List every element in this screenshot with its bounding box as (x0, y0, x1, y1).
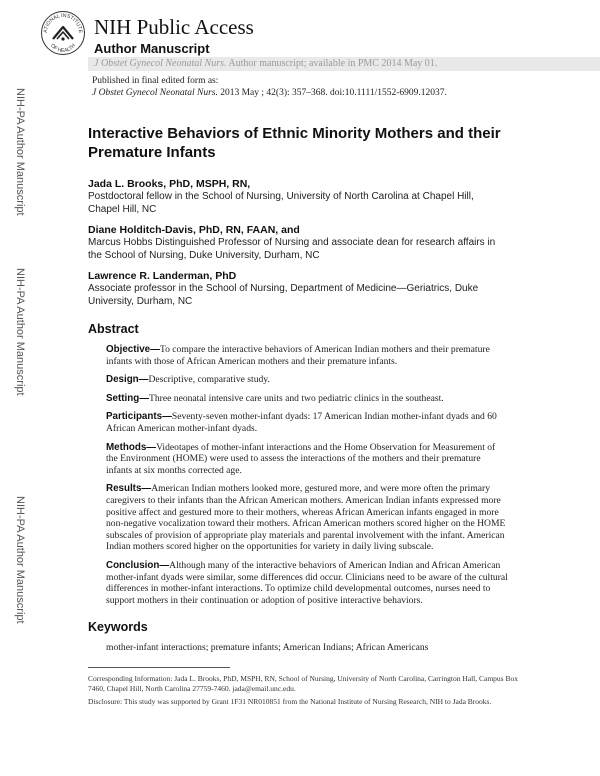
nih-seal-icon (40, 10, 86, 56)
abstract-setting (106, 393, 508, 405)
abstract-text: American Indian mothers looked more, gestured more, and were more often the primary caregivers to their infants than the African American mothers. American Indian infants expressed more positive affect and gestured more to their mothers, whereas African American infants engaged in more non-negative vocalization toward their mothers. African American mothers scored higher on the HOME subscales of provision of appropriate play materials and parental involvement with the infant. American Indian mothers scored higher on the opportunities for variety in daily living subscale. (106, 483, 506, 553)
footnote-divider (88, 667, 230, 668)
abstract-objective (106, 344, 508, 367)
abstract-methods (106, 442, 508, 477)
article-title: Interactive Behaviors of Ethnic Minority Mothers and their Premature Infants (88, 125, 501, 161)
author-block (88, 178, 508, 308)
abstract-label: Participants— (106, 411, 172, 423)
article-body (88, 124, 508, 653)
publication-label: Published in final edited form as: (92, 76, 219, 86)
keywords-text: mother-infant interactions; premature infants; American Indians; African Americans (106, 642, 429, 654)
nih-logo (40, 10, 86, 56)
author-affiliation: Marcus Hobbs Distinguished Professor of Nursing and associate dean for research affairs in the School of Nursing, Duke University, Durham, NC (88, 237, 496, 261)
abstract-conclusion (106, 560, 508, 606)
abstract-label: Design— (106, 374, 149, 386)
abstract-label: Methods— (106, 441, 157, 453)
footnote-disclosure: Disclosure: This study was supported by Grant 1F31 NR010851 from the National Institute of Nursing Research, NIH to Jada Brooks. (88, 697, 492, 706)
abstract-label: Results— (106, 483, 152, 495)
publication-details: 2013 May ; 42(3): 357–368. doi:10.1111/1552-6909.12037. (217, 88, 447, 98)
abstract-participants (106, 411, 508, 434)
side-label-top: NIH-PA Author Manuscript (14, 88, 26, 216)
abstract-label: Setting— (106, 392, 149, 404)
author-affiliation: Postdoctoral fellow in the School of Nursing, University of North Carolina at Chapel Hill, Chapel Hill, NC (88, 191, 474, 215)
abstract-label: Conclusion— (106, 559, 170, 571)
author-affiliation: Associate professor in the School of Nursing, Department of Medicine—Geriatrics, Duke University, Durham, NC (88, 283, 479, 307)
logo-text-top: ATIONAL INSTITUTE (42, 12, 84, 34)
logo-text-bottom: OF HEALTH (49, 42, 77, 55)
abstract-heading: Abstract (88, 322, 139, 336)
header-citation-text: Author manuscript; available in PMC 2014 May 01. (226, 58, 438, 69)
abstract-text: Videotapes of mother-infant interactions and the Home Observation for Measurement of the Environment (HOME) were used to assess the interactions of the mothers and their premature infants at six months corrected age. (106, 441, 496, 476)
publication-citation (92, 88, 447, 98)
abstract-text: Descriptive, comparative study. (148, 374, 270, 386)
header-citation-journal: J Obstet Gynecol Neonatal Nurs. (94, 58, 227, 69)
author-name: Lawrence R. Landerman, PhD (88, 270, 237, 282)
author-name: Jada L. Brooks, PhD, MSPH, RN, (88, 178, 251, 190)
author-name: Diane Holditch-Davis, PhD, RN, FAAN, and (88, 224, 300, 236)
side-label-middle: NIH-PA Author Manuscript (14, 268, 26, 396)
abstract-label: Objective— (106, 344, 160, 355)
abstract-text: To compare the interactive behaviors of American Indian mothers and their premature infants with those of African American mothers and their premature infants. (106, 344, 490, 367)
abstract-results (106, 483, 508, 553)
abstract-design (106, 374, 508, 386)
abstract-text: Seventy-seven mother-infant dyads: 17 American Indian mother-infant dyads and 60 African American mother-infant dyads. (106, 411, 497, 434)
publication-journal: J Obstet Gynecol Neonatal Nurs. (92, 88, 218, 98)
abstract-text: Three neonatal intensive care units and two pediatric clinics in the southeast. (149, 392, 444, 404)
side-label-bottom: NIH-PA Author Manuscript (14, 496, 26, 624)
keywords-heading: Keywords (88, 620, 148, 635)
header-citation (94, 57, 437, 71)
abstract-text: Although many of the interactive behaviors of American Indian and African American mother-infant dyads were similar, some differences did occur. Clinicians need to be aware of the cultural differences in mother-infant interactions. To optimize child developmental outcomes, nurses need to support mothers in their continuation or adoption of positive interactive behaviors. (106, 559, 508, 606)
footnote-correspondence: Corresponding Information: Jada L. Brooks, PhD, MSPH, RN, School of Nursing, University of North Carolina, Carrington Hall, Campus Box 7460, Chapel Hill, North Carolina 27759-7460. jada@email.unc.edu. (88, 674, 518, 693)
header-title: NIH Public Access (94, 15, 254, 39)
header-subtitle: Author Manuscript (94, 41, 210, 56)
